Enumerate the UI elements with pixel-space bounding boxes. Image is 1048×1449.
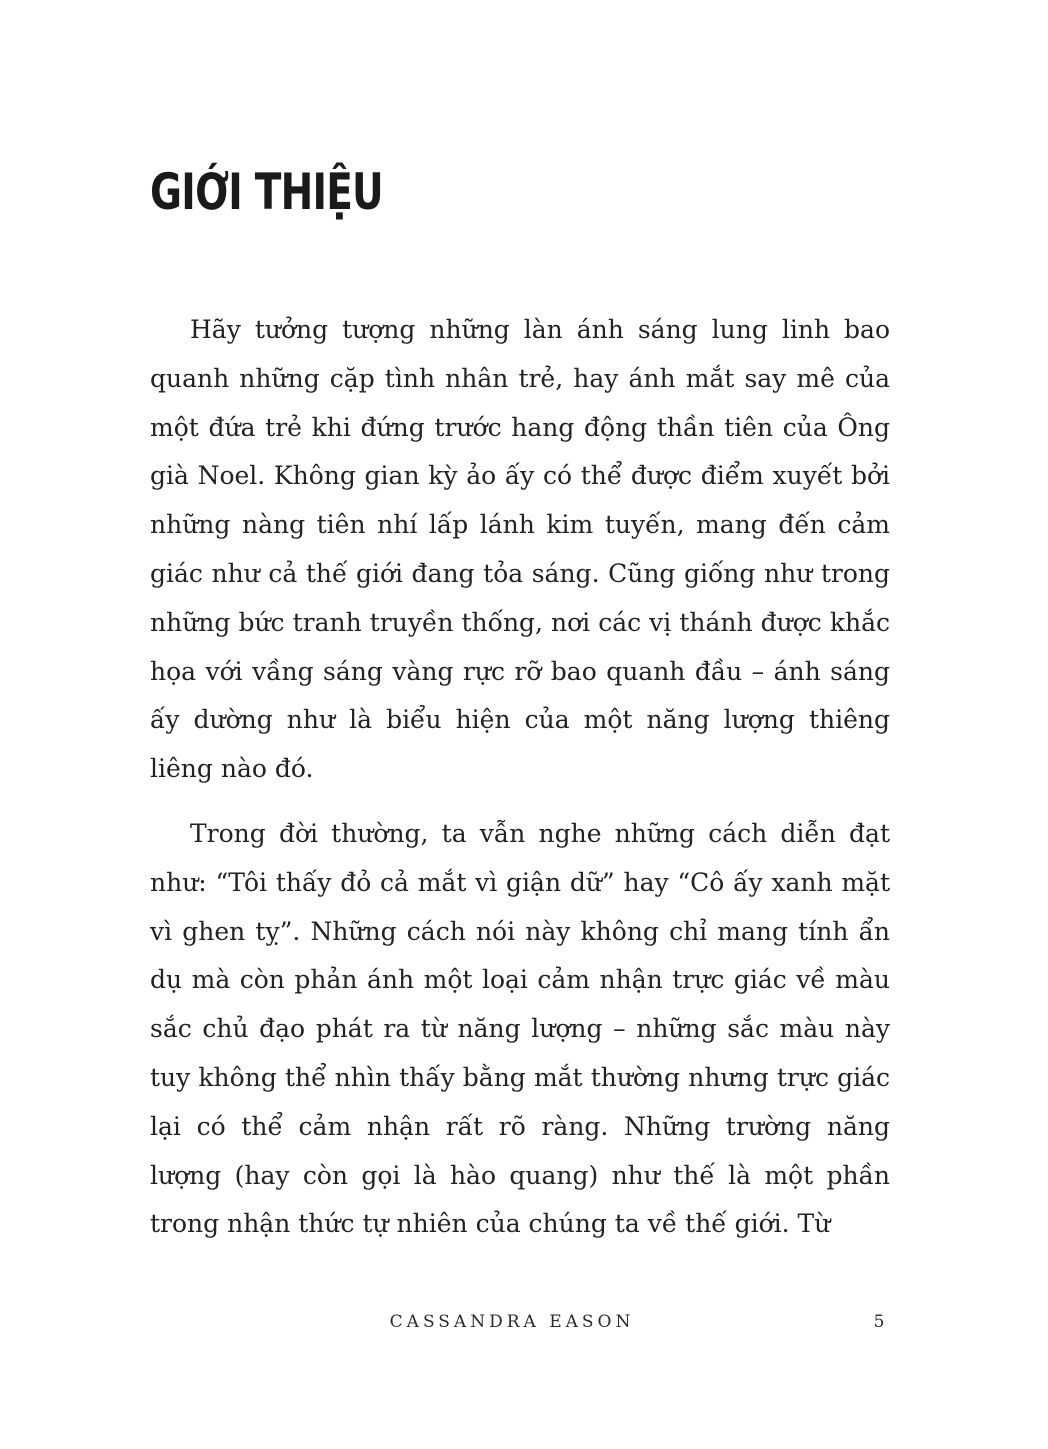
body-text <box>150 306 890 1249</box>
paragraph-1: Hãy tưởng tượng những làn ánh sáng lung linh bao quanh những cặp tình nhân trẻ, hay ánh mắt say mê của một đứa trẻ khi đứng trước hang động thần tiên của Ông già Noel. Không gian kỳ ảo ấy có thể được điểm xuyết bởi những nàng tiên nhí lấp lánh kim tuyến, mang đến cảm giác như cả thế giới đang tỏa sáng. Cũng giống như trong những bức tranh truyền thống, nơi các vị thánh được khắc họa với vầng sáng vàng rực rỡ bao quanh đầu – ánh sáng ấy dường như là biểu hiện của một năng lượng thiêng liêng nào đó. <box>150 315 890 784</box>
footer-author: CASSANDRA EASON <box>389 1312 635 1332</box>
chapter-title: GIỚI THIỆU <box>150 163 383 221</box>
page-number: 5 <box>873 1312 885 1332</box>
paragraph-2: Trong đời thường, ta vẫn nghe những cách diễn đạt như: “Tôi thấy đỏ cả mắt vì giận dữ” hay “Cô ấy xanh mặt vì ghen tỵ”. Những cách nói này không chỉ mang tính ẩn dụ mà còn phản ánh một loại cảm nhận trực giác về màu sắc chủ đạo phát ra từ năng lượng – những sắc màu này tuy không thể nhìn thấy bằng mắt thường nhưng trực giác lại có thể cảm nhận rất rõ ràng. Những trường năng lượng (hay còn gọi là hào quang) như thế là một phần trong nhận thức tự nhiên của chúng ta về thế giới. Từ <box>150 818 890 1239</box>
